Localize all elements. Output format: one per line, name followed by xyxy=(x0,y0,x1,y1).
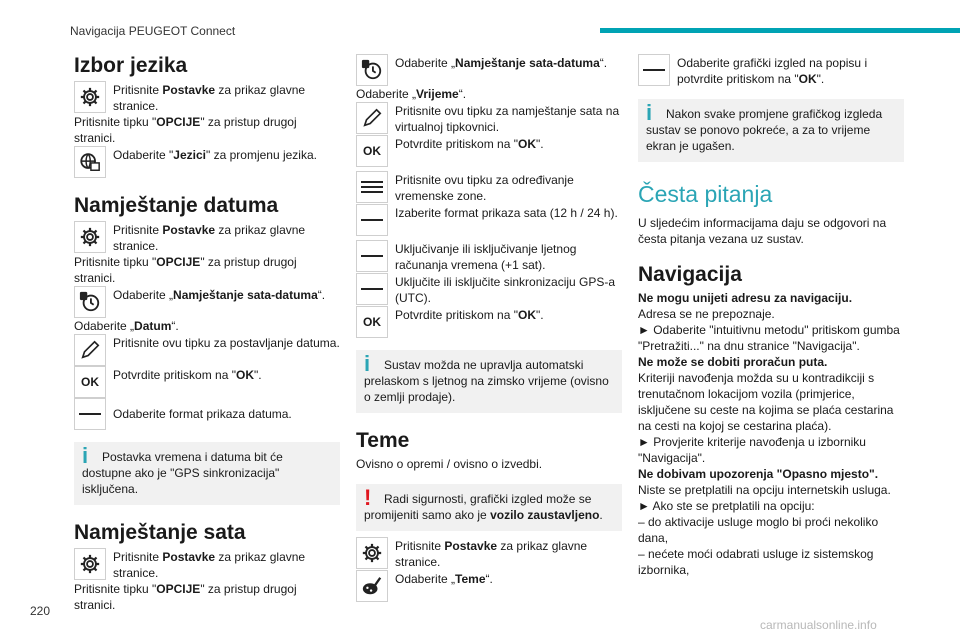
info-icon: i xyxy=(364,351,371,376)
faq-question: Ne može se dobiti proračun puta. xyxy=(638,355,828,370)
step-row xyxy=(356,171,622,204)
faq-answer: ► Ako ste se pretplatili na opciju: xyxy=(638,499,815,514)
list-format-icon xyxy=(356,204,388,236)
step-row xyxy=(356,306,622,338)
step-text: Potvrdite pritiskom na "OK". xyxy=(395,308,544,322)
faq-question: Ne mogu unijeti adresu za navigaciju. xyxy=(638,291,853,306)
gear-icon xyxy=(74,221,106,253)
section-title-date: Namještanje datuma xyxy=(74,194,279,218)
step-text: Pritisnite Postavke za prikaz glavne stranice. xyxy=(113,550,306,581)
step-row xyxy=(74,334,340,366)
paint-brush-icon xyxy=(356,570,388,602)
warning-icon: ! xyxy=(364,485,372,511)
step-text: Potvrdite pritiskom na "OK". xyxy=(395,137,544,151)
gear-icon xyxy=(74,81,106,113)
step-text: Pritisnite ovu tipku za postavljanje datuma. xyxy=(113,336,340,351)
clock-icon xyxy=(356,54,388,86)
step-row xyxy=(356,570,622,602)
menu-lines-icon xyxy=(356,171,388,203)
info-icon: i xyxy=(82,443,89,469)
faq-answer: – nećete moći odabrati usluge iz sistemskog izbornika, xyxy=(638,547,874,578)
paragraph: Odaberite „Vrijeme“. xyxy=(356,87,467,101)
ok-icon: OK xyxy=(356,135,388,167)
step-text: Pritisnite Postavke za prikaz glavne stranice. xyxy=(113,83,306,114)
ok-icon: OK xyxy=(356,306,388,338)
column-1 xyxy=(74,54,340,613)
step-text: Odaberite format prikaza datuma. xyxy=(113,407,292,422)
step-row xyxy=(356,204,622,236)
step-row xyxy=(356,273,622,306)
faq-answer: ► Odaberite "intuitivnu metodu" pritiskom gumba "Pretražiti..." na dnu stranice "Navigacija". xyxy=(638,323,900,354)
section-title-language: Izbor jezika xyxy=(74,54,188,77)
info-note: i Sustav možda ne upravlja automatski prelaskom s ljetnog na zimsko vrijeme (ovisno o zemlji prodaje). xyxy=(356,350,622,413)
step-row xyxy=(74,366,340,398)
section-title-time: Namještanje sata xyxy=(74,521,246,545)
step-text: Potvrdite pritiskom na "OK". xyxy=(113,368,262,383)
clock-icon xyxy=(74,286,106,318)
faq-answer: Niste se pretplatili na opciju internetskih usluga. xyxy=(638,483,891,498)
faq-answer: ► Provjerite kriterije navođenja u izborniku "Navigacija". xyxy=(638,435,866,466)
ok-icon: OK xyxy=(74,366,106,398)
step-text: Odaberite „Namještanje sata-datuma“. xyxy=(113,288,326,303)
faq-answer: Kriteriji navođenja možda su u kontradikciji s trenutačnom lokacijom vozila (primjerice, isključene su ceste na kojima se plaća cestarina na cesti na kojoj se cestarina plaća). xyxy=(638,371,894,434)
faq-question: Ne dobivam upozorenja "Opasno mjesto". xyxy=(638,467,879,482)
step-row xyxy=(74,146,340,178)
column-3 xyxy=(638,54,904,578)
toggle-icon xyxy=(356,273,388,305)
section-title-faq: Česta pitanja xyxy=(638,181,773,207)
step-row xyxy=(638,54,904,87)
step-row xyxy=(356,135,622,167)
section-title-themes: Teme xyxy=(356,429,410,452)
paragraph: U sljedećim informacijama daju se odgovori na česta pitanja vezana uz sustav. xyxy=(638,216,887,247)
section-title-navigation: Navigacija xyxy=(638,263,742,287)
languages-icon xyxy=(74,146,106,178)
list-format-icon xyxy=(638,54,670,86)
step-text: Uključivanje ili isključivanje ljetnog računanja vremena (+1 sat). xyxy=(395,242,577,272)
faq-answer: – do aktivacije usluge moglo bi proći nekoliko dana, xyxy=(638,515,879,546)
step-text: Odaberite grafički izgled na popisu i potvrdite pritiskom na "OK". xyxy=(677,56,868,86)
step-row xyxy=(74,398,340,430)
step-row xyxy=(74,221,340,254)
paragraph: Pritisnite tipku "OPCIJE" za pristup drugoj stranici. xyxy=(74,115,297,146)
step-text: Pritisnite ovu tipku za određivanje vremenske zone. xyxy=(395,173,574,203)
info-note: i Nakon svake promjene grafičkog izgleda sustav se ponovo pokreće, a za to vrijeme ekran je ugašen. xyxy=(638,99,904,162)
column-2 xyxy=(356,54,622,602)
toggle-icon xyxy=(356,240,388,272)
step-text: Izaberite format prikaza sata (12 h / 24 h). xyxy=(395,206,618,220)
gear-icon xyxy=(356,537,388,569)
page-number: 220 xyxy=(30,604,51,618)
step-text: Odaberite "Jezici" za promjenu jezika. xyxy=(113,148,317,163)
step-row xyxy=(356,54,622,86)
paragraph: Pritisnite tipku "OPCIJE" za pristup drugoj stranici. xyxy=(74,255,297,286)
step-row xyxy=(356,537,622,570)
step-text: Pritisnite Postavke za prikaz glavne stranice. xyxy=(395,539,588,570)
step-text: Odaberite „Teme“. xyxy=(395,572,493,587)
step-text: Odaberite „Namještanje sata-datuma“. xyxy=(395,56,608,70)
header-accent-bar xyxy=(600,28,960,33)
gear-icon xyxy=(74,548,106,580)
step-text: Pritisnite Postavke za prikaz glavne stranice. xyxy=(113,223,306,254)
step-row xyxy=(74,286,340,318)
paragraph: Ovisno o opremi / ovisno o izvedbi. xyxy=(356,457,543,472)
step-text: Pritisnite ovu tipku za namještanje sata na virtualnoj tipkovnici. xyxy=(395,104,620,134)
info-note: i Postavka vremena i datuma bit će dostupne ako je "GPS sinkronizacija" isključena. xyxy=(74,442,340,505)
pencil-icon xyxy=(356,102,388,134)
paragraph: Odaberite „Datum“. xyxy=(74,319,179,334)
running-header: Navigacija PEUGEOT Connect xyxy=(70,24,236,38)
list-format-icon xyxy=(74,398,106,430)
faq-answer: Adresa se ne prepoznaje. xyxy=(638,307,775,322)
step-row xyxy=(74,81,340,114)
pencil-icon xyxy=(74,334,106,366)
warning-note: ! Radi sigurnosti, grafički izgled može se promijeniti samo ako je vozilo zaustavljeno. xyxy=(356,484,622,531)
paragraph: Pritisnite tipku "OPCIJE" za pristup drugoj stranici. xyxy=(74,582,297,613)
info-icon: i xyxy=(646,100,653,125)
step-text: Uključite ili isključite sinkronizaciju GPS-a (UTC). xyxy=(395,275,616,305)
step-row xyxy=(356,102,622,135)
watermark: carmanualsonline.info xyxy=(760,618,877,632)
step-row xyxy=(74,548,340,581)
step-row xyxy=(356,240,622,273)
